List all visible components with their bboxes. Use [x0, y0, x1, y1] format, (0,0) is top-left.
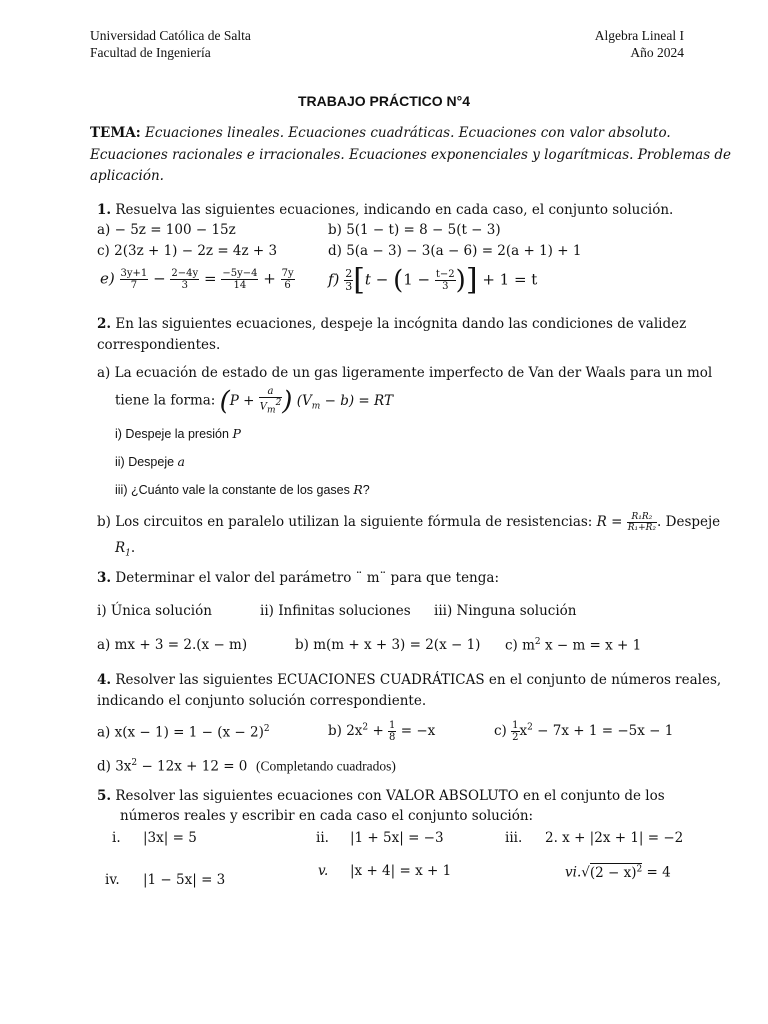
exercise-5-line-1: 5. Resolver las siguientes ecuaciones con VALOR ABSOLUTO en el conjunto de los — [97, 788, 665, 804]
exercise-1e-frac-2: $\frac{2-4y}{3}$ — [171, 268, 199, 291]
exercise-3-number: 3. — [97, 570, 112, 586]
exercise-4a: a) $x(x - 1) = 1 - (x - 2)^2$ — [97, 724, 270, 741]
sqrt-icon: √ — [581, 864, 590, 881]
exercise-5v-label: v. — [318, 863, 329, 879]
exercise-5-number: 5. — [97, 788, 112, 804]
course-name: Algebra Lineal I — [594, 28, 684, 43]
page-title: TRABAJO PRÁCTICO N°4 — [297, 93, 471, 109]
exercise-4b: b) $2x^2$ + $\frac{1}{8}$ = −x — [328, 720, 436, 743]
exercise-1f-frac-1: $\frac{2}{3}$ — [345, 267, 353, 293]
tema-line-1 — [90, 125, 671, 141]
exercise-1f-frac-2: $\frac{t-2}{3}$ — [435, 269, 455, 292]
exercise-2b-line-1: b) Los circuitos en paralelo utilizan la siguiente fórmula de resistencias: R = $\frac{\text{R₁R₂}}{\text{R₁+R₂}}$ . Despeje — [97, 512, 721, 533]
exercise-1e-frac-3: $\frac{-5y-4}{14}$ — [222, 268, 258, 291]
exercise-5ii: |1 + 5x| = −3 — [350, 830, 444, 846]
exercise-5iv: |1 − 5x| = 3 — [143, 872, 226, 888]
resistance-formula: $\frac{\text{R₁R₂}}{\text{R₁+R₂}}$ — [627, 512, 657, 533]
exercise-5-line-2: números reales y escribir en cada caso el conjunto solución: — [120, 808, 534, 824]
exercise-1c: c) 2(3z + 1) − 2z = 4z + 3 — [97, 243, 278, 259]
exercise-3a: a) mx + 3 = 2.(x − m) — [97, 637, 248, 653]
exercise-4-line-1: 4. Resolver las siguientes ECUACIONES CUADRÁTICAS en el conjunto de números reales, — [97, 672, 722, 688]
exercise-1e: e) $\frac{3y+1}{7}$ − $\frac{2-4y}{3}$ = $\frac{-5y-4}{14}$ + $\frac{7y}{6}$ — [100, 268, 294, 291]
exercise-4-number: 4. — [97, 672, 112, 688]
tema-text-3: aplicación. — [90, 168, 164, 184]
exercise-1f: f) $\frac{2}{3}$ [t − (1 − $\frac{t-2}{3}$ )] + 1 = t — [328, 262, 538, 298]
exercise-1e-frac-4: $\frac{7y}{6}$ — [281, 268, 294, 291]
exercise-4d: d) $3x^2 - 12x + 12 = 0$ (Completando cuadrados) — [97, 758, 396, 775]
exercise-5iv-label: iv. — [105, 872, 120, 888]
exercise-2b-line-2: $R_1$. — [115, 540, 136, 559]
exercise-2a-iii: iii) ¿Cuánto vale la constante de los gases R? — [115, 482, 370, 497]
exercise-5iii-label: iii. — [505, 830, 523, 846]
exercise-3b: b) m(m + x + 3) = 2(x − 1) — [295, 637, 481, 653]
exercise-1-prompt — [97, 202, 673, 218]
exercise-2-line-2: correspondientes. — [97, 337, 221, 353]
tema-text-2: Ecuaciones racionales e irracionales. Ecuaciones exponenciales y logarítmicas. Problemas de — [90, 147, 732, 163]
exercise-4c: c) $\frac{1}{2}$ $x^2 - 7x + 1 = -5x - 1$ — [494, 720, 674, 743]
tema-label: TEMA: — [90, 125, 141, 141]
exercise-2-number: 2. — [97, 316, 112, 332]
exercise-3-option-ii: ii) Infinitas soluciones — [260, 603, 411, 619]
university-name: Universidad Católica de Salta — [90, 28, 251, 43]
exercise-2a-ii: ii) Despeje a — [115, 454, 185, 469]
exercise-2a-line-2: tiene la forma: (P + $\frac{a}{V_m^2}$ ) $(V_m - b)$ = RT — [115, 386, 393, 417]
exercise-1f-label: f) — [328, 270, 340, 289]
exercise-5i: |3x| = 5 — [143, 830, 197, 846]
exercise-3c: c) $m^2$ x − m = x + 1 — [505, 637, 642, 654]
faculty-name: Facultad de Ingeniería — [90, 45, 211, 60]
exercise-2a-line-1: a) La ecuación de estado de un gas ligeramente imperfecto de Van der Waals para un mol — [97, 365, 713, 381]
exercise-4-line-2: indicando el conjunto solución correspondiente. — [97, 693, 427, 709]
exercise-1e-label: e) — [100, 269, 115, 288]
tema-text-1: Ecuaciones lineales. Ecuaciones cuadráticas. Ecuaciones con valor absoluto. — [145, 125, 671, 141]
exercise-5ii-label: ii. — [316, 830, 329, 846]
exercise-5iii: 2. x + |2x + 1| = −2 — [545, 830, 684, 846]
exercise-5i-label: i. — [112, 830, 121, 846]
exercise-4d-note: (Completando cuadrados) — [255, 758, 396, 774]
exercise-1d: d) 5(a − 3) − 3(a − 6) = 2(a + 1) + 1 — [328, 243, 582, 259]
exercise-3-option-i: i) Única solución — [97, 603, 212, 619]
exercise-1-text: Resuelva las siguientes ecuaciones, indicando en cada caso, el conjunto solución. — [115, 202, 674, 218]
course-year: Año 2024 — [630, 45, 684, 60]
exercise-2a-i: i) Despeje la presión P — [115, 426, 241, 441]
van-der-waals-equation: (P + $\frac{a}{V_m^2}$ ) $(V_m - b)$ = RT — [219, 386, 393, 417]
exercise-5vi: $vi.√(2 - x)^2 = 4$ — [565, 864, 671, 881]
exercise-1-number: 1. — [97, 202, 112, 218]
exercise-5vi-label: vi. — [565, 864, 582, 881]
exercise-1e-frac-1: $\frac{3y+1}{7}$ — [120, 268, 148, 291]
exercise-2-line-1: 2. En las siguientes ecuaciones, despeje la incógnita dando las condiciones de validez — [97, 316, 687, 332]
exercise-5v: |x + 4| = x + 1 — [350, 863, 452, 879]
exercise-1b: b) 5(1 − t) = 8 − 5(t − 3) — [328, 222, 501, 238]
exercise-3-option-iii: iii) Ninguna solución — [434, 603, 577, 619]
exercise-3-prompt: 3. Determinar el valor del parámetro ¨ m¨ para que tenga: — [97, 570, 499, 586]
exercise-1a: a) − 5z = 100 − 15z — [97, 222, 236, 238]
